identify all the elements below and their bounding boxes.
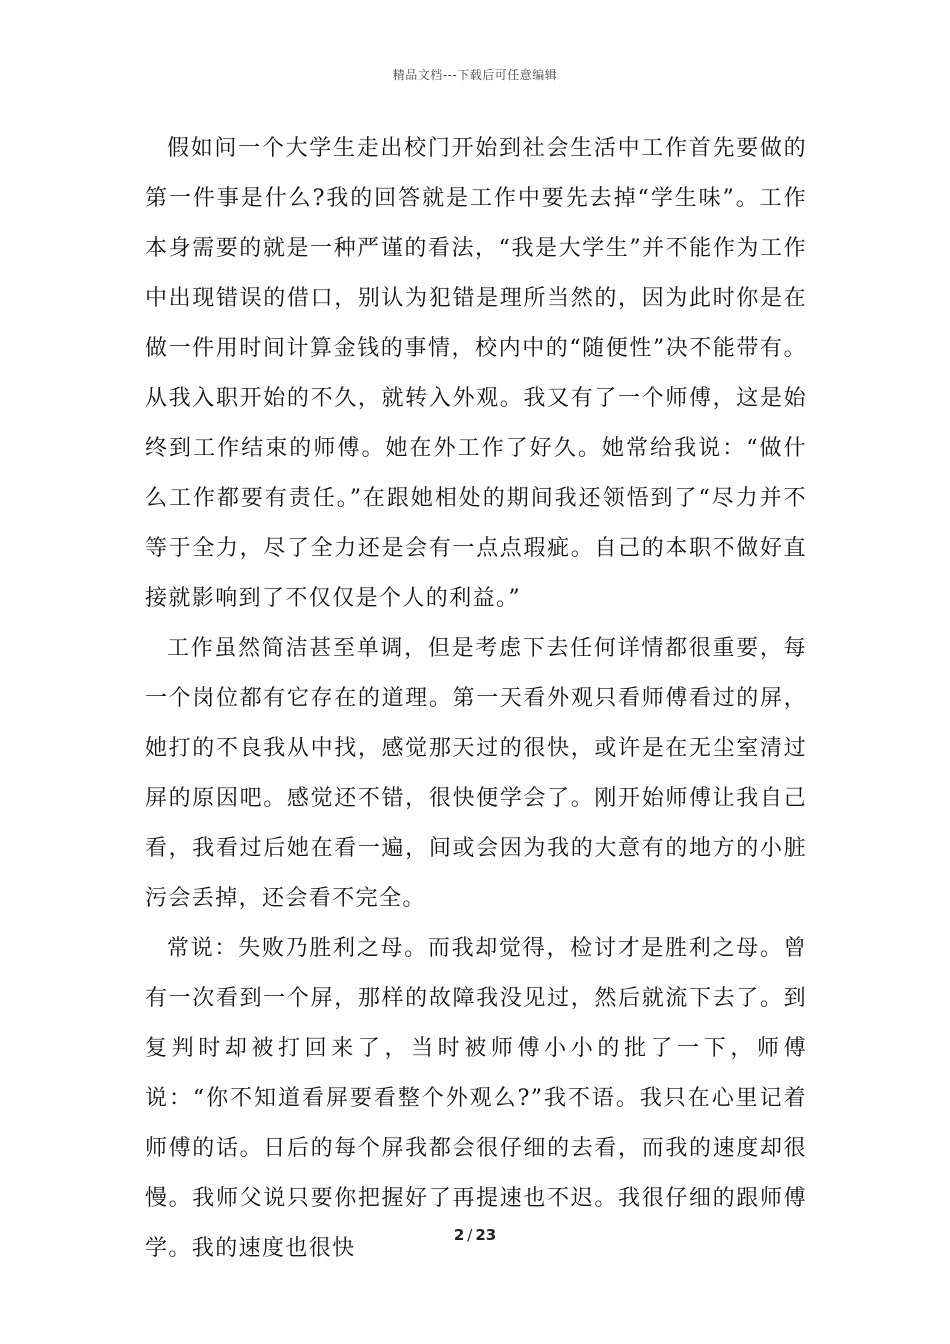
page-header: 精品文档---下载后可任意编辑	[392, 68, 558, 82]
page-number-separator: /	[467, 1226, 473, 1244]
paragraph-3: 常说：失败乃胜利之母。而我却觉得，检讨才是胜利之母。曾有一次看到一个屏，那样的故障我没见过，然后就流下去了。到复判时却被打回来了，当时被师傅小小的批了一下，师傅说：“你不知道看屏要看整个外观么?”我不语。我只在心里记着师傅的话。日后的每个屏我都会很仔细的去看，而我的速度却很慢。我师父说只要你把握好了再提速也不迟。我很仔细的跟师傅学。我的速度也很快	[145, 936, 807, 1261]
page-number-current: 2	[453, 1226, 465, 1244]
document-body	[145, 124, 807, 1274]
paragraph-2: 工作虽然简洁甚至单调，但是考虑下去任何详情都很重要，每一个岗位都有它存在的道理。第一天看外观只看师傅看过的屏，她打的不良我从中找，感觉那天过的很快，或许是在无尘室清过屏的原因吧。感觉还不错，很快便学会了。刚开始师傅让我自己看，我看过后她在看一遍，间或会因为我的大意有的地方的小脏污会丢掉，还会看不完全。	[145, 636, 807, 911]
page-number	[0, 1226, 950, 1244]
page-number-total: 23	[475, 1226, 497, 1244]
paragraph-1: 假如问一个大学生走出校门开始到社会生活中工作首先要做的第一件事是什么?我的回答就是工作中要先去掉“学生味”。工作本身需要的就是一种严谨的看法，“我是大学生”并不能作为工作中出现错误的借口，别认为犯错是理所当然的，因为此时你是在做一件用时间计算金钱的事情，校内中的“随便性”决不能带有。从我入职开始的不久，就转入外观。我又有了一个师傅，这是始终到工作结束的师傅。她在外工作了好久。她常给我说：“做什么工作都要有责任。”在跟她相处的期间我还领悟到了“尽力并不等于全力，尽了全力还是会有一点点瑕疵。自己的本职不做好直接就影响到了不仅仅是个人的利益。”	[145, 136, 807, 611]
